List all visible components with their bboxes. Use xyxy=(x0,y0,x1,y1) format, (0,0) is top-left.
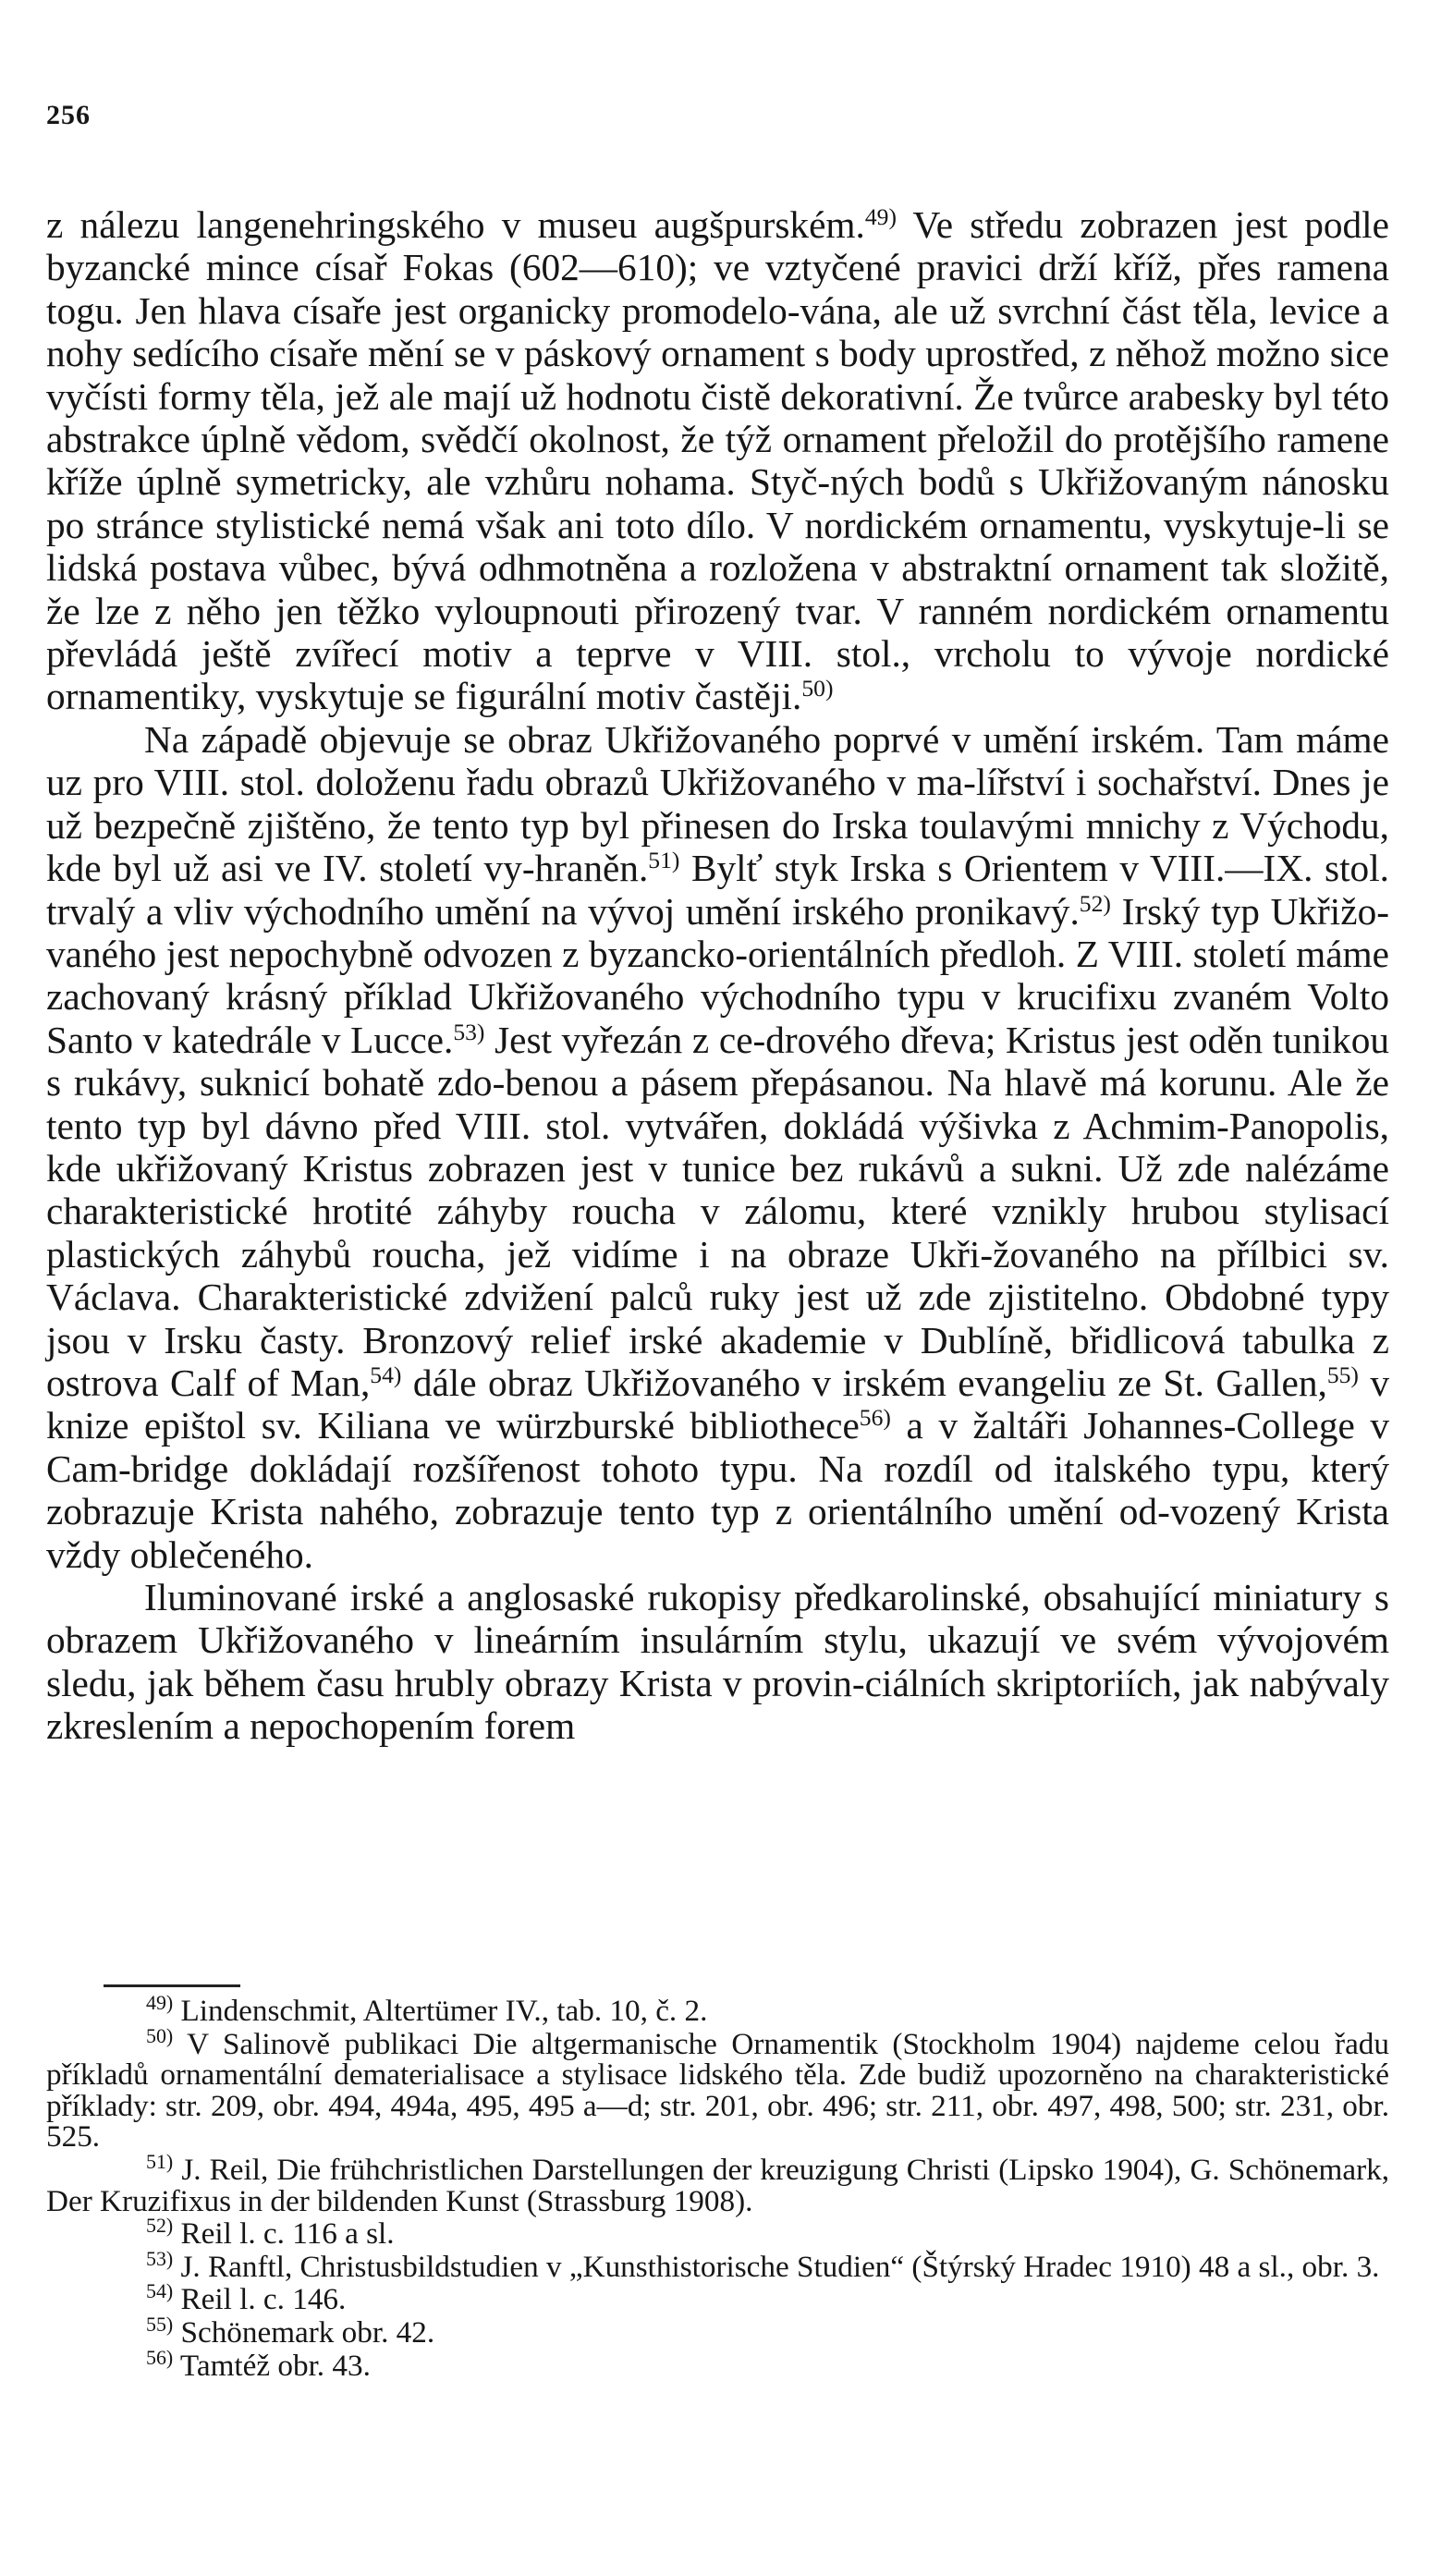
footnote-text: V Salinově publikaci Die altgermanische Ornamentik (Stockholm 1904) najdeme celou řadu příkladů ornamentální dematerialisace a stylisace lidského těla. Zde budiž upozorněno na charakteristické příklady: str. 209, obr. 494, 494a, 495, 495 a—d; str. 201, obr. 496; str. 211, obr. 497, 498, 500; str. 231, obr. 525. xyxy=(46,2026,1389,2155)
footnote-reference: 50) xyxy=(801,675,834,702)
footnote xyxy=(46,2345,1389,2383)
footnote xyxy=(46,2149,1390,2218)
footnote-number: 55) xyxy=(146,2312,174,2336)
text-run: Bylť styk Irska s Orientem v VIII.—IX. stol. trvalý a vliv východního umění na vývoj umění irského pronikavý. xyxy=(46,847,1389,933)
footnote-number: 54) xyxy=(146,2279,174,2303)
footnote xyxy=(46,2279,1389,2317)
text-run: dále obraz Ukřižovaného v irském evangeliu ze St. Gallen, xyxy=(401,1361,1327,1404)
footnote-text: Tamtéž obr. 43. xyxy=(179,2348,371,2383)
paragraph xyxy=(46,1576,1389,1748)
footnote-number: 51) xyxy=(146,2149,174,2173)
paragraph xyxy=(46,203,1389,718)
footnote-number: 53) xyxy=(146,2246,174,2270)
footnote-number: 49) xyxy=(146,1990,174,2014)
footnote xyxy=(46,1990,1389,2028)
text-run: Iluminované irské a anglosaské rukopisy předkarolinské, obsahující miniatury s obrazem Ukřižovaného v lineárním insulárním stylu, ukazují ve svém vývojovém sledu, jak během času hrubly obrazy Krista v provin-ciálních skriptoriích, jak nabývaly zkreslením a nepochopením forem xyxy=(46,1576,1389,1748)
footnotes xyxy=(46,1990,1390,2383)
footnote xyxy=(46,2312,1389,2350)
text-run: a v žaltáři Johannes-College v Cam-bridge dokládají rozšířenost tohoto typu. Na rozdíl od italského typu, který zobrazuje Krista nahého, zobrazuje tento typ z orientálního umění od-vozený Krista vždy oblečeného. xyxy=(46,1404,1389,1576)
footnote-reference: 49) xyxy=(864,202,897,230)
footnote xyxy=(46,2023,1389,2155)
footnote-reference: 51) xyxy=(648,847,680,874)
footnote-number: 52) xyxy=(146,2214,174,2238)
footnote-reference: 55) xyxy=(1326,1361,1359,1388)
footnote-number: 56) xyxy=(146,2345,174,2369)
footnote-number: 50) xyxy=(146,2023,174,2047)
footnote xyxy=(46,2214,1389,2252)
text-run: Ve středu zobrazen jest podle byzancké mince císař Fokas (602—610); ve vztyčené pravici drží kříž, přes ramena togu. Jen hlava císaře jest organicky promodelo-vána, ale už svrchní část těla, levice a nohy sedícího císaře mění se v páskový ornament s body uprostřed, z něhož možno sice vyčísti formy těla, jež ale mají už hodnotu čistě dekorativní. Že tvůrce arabesky byl této abstrakce úplně vědom, svědčí okolnost, že týž ornament přeložil do protějšího ramene kříže úplně symetricky, ale vzhůru nohama. Styč-ných bodů s Ukřižovaným nánosku po stránce stylistické nemá však ani toto dílo. V nordickém ornamentu, vyskytuje-li se lidská postava vůbec, bývá odhmotněna a rozložena v abstraktní ornament tak složitě, že lze z něho jen těžko vyloupnouti přirozený tvar. V ranném nordickém ornamentu převládá ještě zvířecí motiv a teprve v VIII. stol., vrcholu to vývoje nordické ornamentiky, vyskytuje se figurální motiv častěji. xyxy=(46,203,1389,718)
footnote-text: Lindenschmit, Altertümer IV., tab. 10, č. 2. xyxy=(180,1994,708,2028)
footnote-text: J. Reil, Die frühchristlichen Darstellungen der kreuzigung Christi (Lipsko 1904), G. Schönemark, Der Kruzifixus in der bildenden Kunst (Strassburg 1908). xyxy=(46,2152,1390,2218)
footnote-reference: 53) xyxy=(453,1018,485,1045)
text-run: Jest vyřezán z ce-drového dřeva; Kristus jest oděn tunikou s rukávy, suknicí bohatě zdo-benou a pásem přepásanou. Na hlavě má korunu. Ale že tento typ byl dávno před VIII. stol. vytvářen, dokládá výšivka z Achmim-Panopolis, kde ukřižovaný Kristus zobrazen jest v tunice bez rukávů a sukni. Už zde nalézáme charakteristické hrotité záhyby roucha v zálomu, které vznikly hrubou stylisací plastických záhybů roucha, jež vidíme i na obraze Ukři-žovaného na přílbici sv. Václava. Charakteristické zdvižení palců ruky jest už zde zjistitelno. Obdobné typy jsou v Irsku časty. Bronzový relief irské akademie v Dublíně, břidlicová tabulka z ostrova Calf of Man, xyxy=(46,1018,1389,1404)
text-run: Irský typ Ukřižo-vaného jest nepochybně odvozen z byzancko-orientálních předloh. Z VIII. století máme zachovaný krásný příklad Ukřižovaného východního typu v krucifixu zvaném Volto Santo v katedrále v Lucce. xyxy=(46,889,1389,1061)
page-number: 256 xyxy=(46,100,91,130)
footnote-reference: 52) xyxy=(1079,889,1111,917)
footnote xyxy=(46,2246,1389,2284)
main-text xyxy=(46,203,1389,1748)
footnote-text: Reil l. c. 116 a sl. xyxy=(180,2216,395,2252)
footnote-text: Reil l. c. 146. xyxy=(180,2282,347,2317)
text-run: z nálezu langenehringského v museu augšpurském. xyxy=(46,203,865,246)
text-run: Na západě objevuje se obraz Ukřižovaného poprvé v umění irském. Tam máme uz pro VIII. stol. doloženu řadu obrazů Ukřižovaného v ma-lířství i sochařství. Dnes je už bezpečně zjištěno, že tento typ byl přinesen do Irska toulavými mnichy z Východu, kde byl už asi ve IV. století vy-hraněn. xyxy=(46,717,1389,890)
footnote-reference: 54) xyxy=(370,1361,402,1388)
footnote-separator xyxy=(104,1984,240,1987)
text-run: v knize epištol sv. Kiliana ve würzburské bibliothece xyxy=(46,1361,1389,1447)
footnote-text: J. Ranftl, Christusbildstudien v „Kunsthistorische Studien“ (Štýrský Hradec 1910) 48 a sl., obr. 3. xyxy=(180,2249,1380,2284)
paragraph xyxy=(46,718,1389,1576)
footnote-text: Schönemark obr. 42. xyxy=(180,2314,435,2350)
footnote-reference: 56) xyxy=(859,1404,891,1432)
